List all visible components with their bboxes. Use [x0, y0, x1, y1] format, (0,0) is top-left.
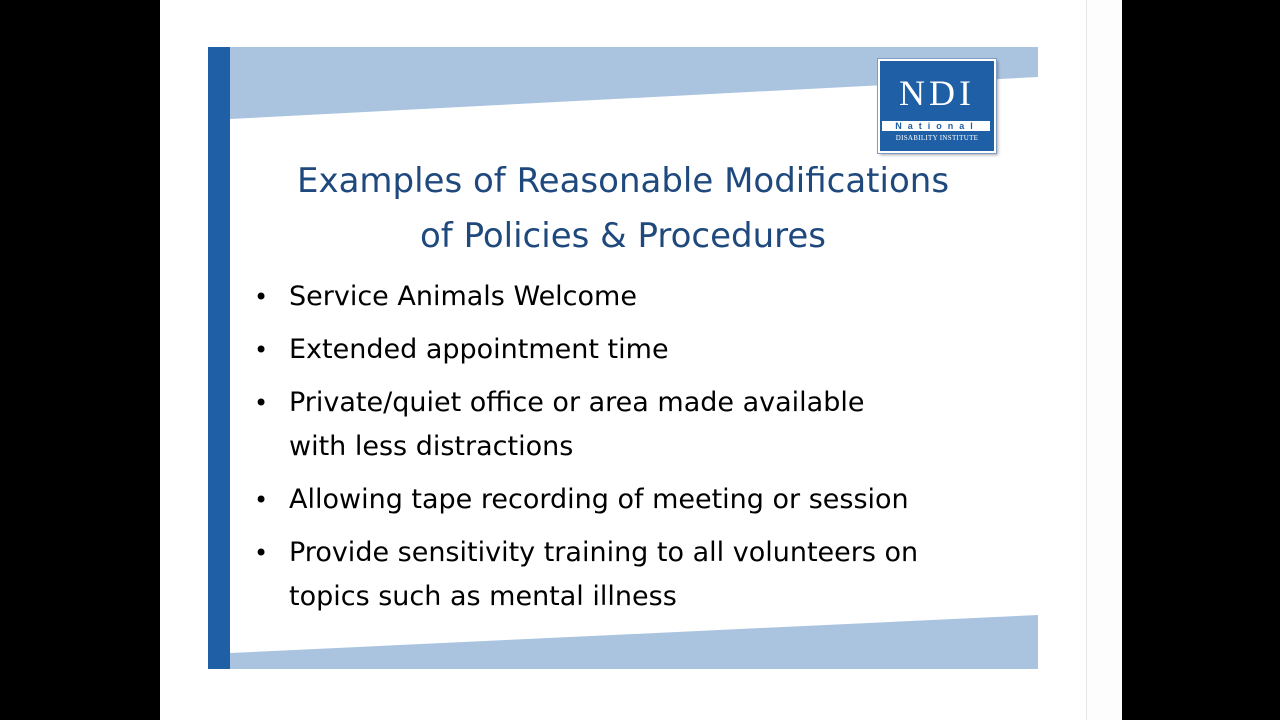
- slide-title-line: Examples of Reasonable Modifications: [296, 161, 950, 201]
- bullet-text-continued: with less distractions: [289, 431, 574, 462]
- bullet-list: [254, 275, 1014, 628]
- ndi-logo: [878, 59, 996, 153]
- bullet-item: [254, 275, 1014, 319]
- page-edge-shadow: [1086, 0, 1122, 720]
- slide-title: [238, 154, 1008, 264]
- logo-letters: NDI: [899, 73, 975, 113]
- bullet-text: Extended appointment time: [289, 334, 669, 365]
- bullet-text: Service Animals Welcome: [289, 281, 637, 312]
- bullet-icon: •: [254, 486, 269, 514]
- bullet-icon: •: [254, 283, 269, 311]
- bullet-item: [254, 531, 1014, 619]
- bullet-text: Private/quiet office or area made available: [289, 387, 865, 418]
- slide: [208, 47, 1038, 669]
- bullet-item: [254, 478, 1014, 522]
- bullet-item: [254, 328, 1014, 372]
- bullet-icon: •: [254, 539, 269, 567]
- accent-bar: [208, 47, 230, 669]
- bullet-text: Allowing tape recording of meeting or session: [289, 484, 909, 515]
- bullet-text: Provide sensitivity training to all volunteers on: [289, 537, 919, 568]
- logo-name: National: [895, 121, 979, 131]
- bullet-text-continued: topics such as mental illness: [289, 581, 677, 612]
- bullet-item: [254, 381, 1014, 469]
- bullet-icon: •: [254, 336, 269, 364]
- bullet-icon: •: [254, 389, 269, 417]
- slide-title-line: of Policies & Procedures: [419, 216, 826, 256]
- logo-subtitle: DISABILITY INSTITUTE: [895, 134, 979, 142]
